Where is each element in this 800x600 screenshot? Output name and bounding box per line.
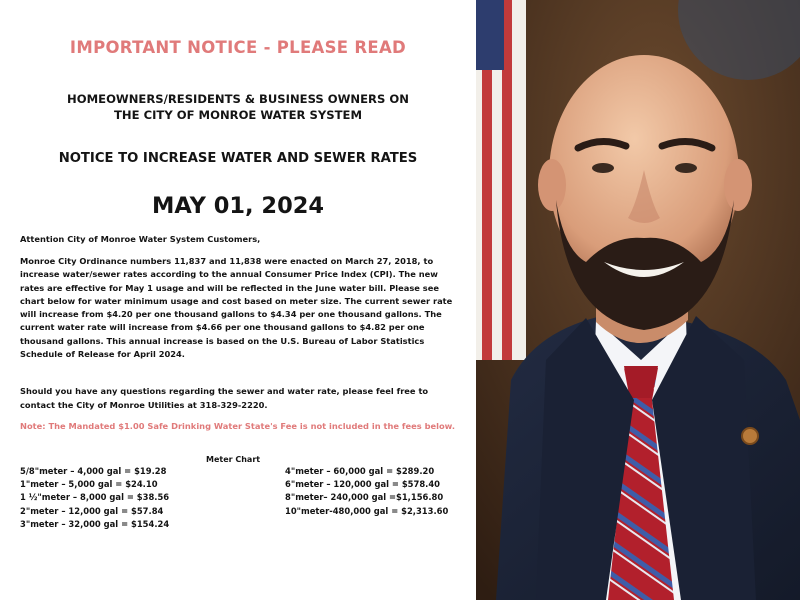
notice-title: IMPORTANT NOTICE - PLEASE READ	[69, 38, 407, 57]
meter-chart-right-column	[285, 465, 448, 518]
body-paragraph: Monroe City Ordinance numbers 11,837 and 11,838 were enacted on March 27, 2018, to increase water/sewer rates according to the annual Consumer Price Index (CPI). The new rates are effective for May 1 usage and will be reflected in the June water bill. Please see chart below for water minimum usage and cost based on meter size. The current sewer rate will increase from $4.20 per one thousand gallons to $4.34 per one thousand gallons. The current water rate will increase from $4.66 per one thousand gallons to $4.82 per one thousand gallons. This annual increase is based on the U.S. Bureau of Labor Statistics Schedule of Release for April 2024.	[20, 256, 453, 360]
meter-rate-item: 10"meter-480,000 gal = $2,313.60	[285, 505, 449, 516]
meter-rate-item: 1 ½"meter – 8,000 gal = $38.56	[20, 492, 170, 503]
meter-rate-item: 6"meter – 120,000 gal = $578.40	[285, 479, 441, 490]
greeting: Attention City of Monroe Water System Customers,	[20, 234, 261, 244]
flag-graphic	[476, 0, 526, 360]
audience-line-2: THE CITY OF MONROE WATER SYSTEM	[114, 108, 362, 122]
contact-paragraph: Should you have any questions regarding the sewer and water rate, please feel free to contact the City of Monroe Utilities at 318-329-2220.	[20, 386, 429, 410]
meter-rate-item: 1"meter – 5,000 gal = $24.10	[20, 479, 158, 490]
meter-rate-item: 8"meter– 240,000 gal =$1,156.80	[285, 492, 444, 503]
meter-rate-item: 5/8"meter – 4,000 gal = $19.28	[20, 466, 167, 476]
meter-rate-item: 3"meter – 32,000 gal = $154.24	[20, 518, 170, 529]
meter-rate-item: 4"meter – 60,000 gal = $289.20	[285, 466, 435, 476]
audience-heading	[0, 91, 476, 123]
meter-chart-title: Meter Chart	[206, 455, 261, 464]
lapel-pin	[742, 428, 758, 444]
fee-note: Note: The Mandated $1.00 Safe Drinking Water State's Fee is not included in the fees below.	[20, 421, 455, 431]
notice-date: MAY 01, 2024	[151, 193, 325, 219]
portrait-photo	[476, 0, 800, 600]
meter-rate-item: 2"meter – 12,000 gal = $57.84	[20, 505, 164, 516]
notice-subject: NOTICE TO INCREASE WATER AND SEWER RATES	[58, 151, 418, 166]
meter-chart-left-column	[20, 465, 169, 531]
audience-line-1: HOMEOWNERS/RESIDENTS & BUSINESS OWNERS ON	[67, 92, 409, 106]
